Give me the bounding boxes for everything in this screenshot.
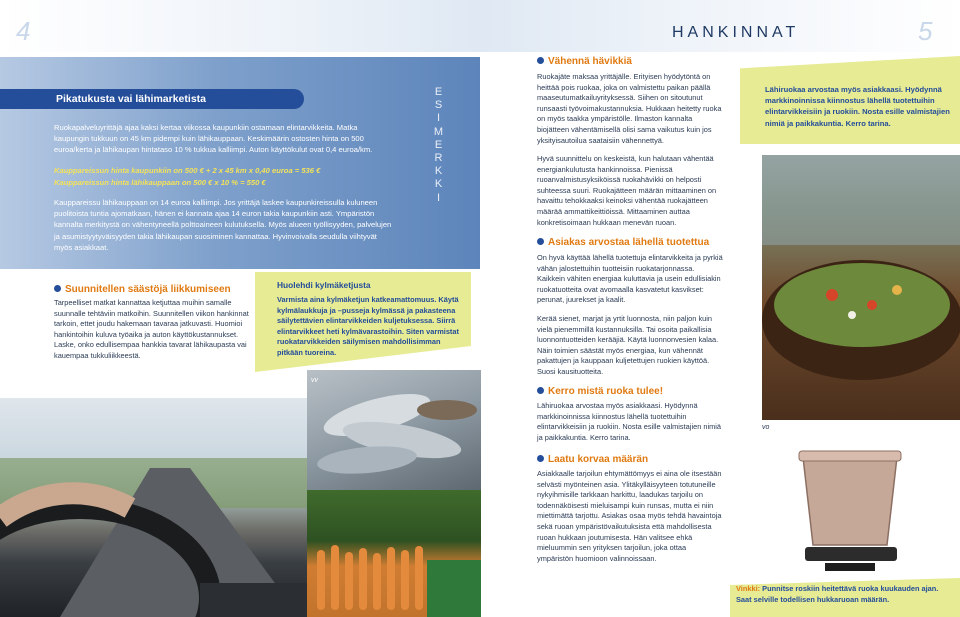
car-photo-illustration: [0, 398, 307, 617]
tell-heading-text: Kerro mistä ruoka tulee!: [548, 386, 664, 397]
quality-heading-text: Laatu korvaa määrän: [548, 454, 649, 465]
local-heading: [537, 237, 709, 248]
waste-heading-text: Vähennä hävikkiä: [548, 56, 632, 67]
example-vertical-label: [430, 86, 448, 205]
waste-bucket-illustration: [795, 445, 905, 577]
tell-body: Lähiruokaa arvostaa myös asiakkaasi. Hyödynnä markkinoinnissa kiinnostus lähellä tuotettuihin elintarvikkeisiin ja ruokiin. Nosta esille valmistajien nimiä ja paikkakuntia. Kerro tarina.: [537, 401, 722, 442]
bullet-icon: [537, 387, 544, 394]
example-intro: Ruokapalveluyrittäjä ajaa kaksi kertaa viikossa kaupunkiin ostamaan elintarvikkeita. Matka kaupungin tukkuun on 45 km pidempi kuin lähikauppaan. Keskimäärin ostosten hinta on 500 euroa/kerta ja lähikaupan hintataso 10 % tukkua kalliimpi. Auton käyttökulut ovat 0,4 euroa/km.: [54, 123, 373, 155]
cold-chain-heading: Huolehdi kylmäketjusta: [277, 280, 371, 290]
tip-body: Punnitse roskiin heitettävä ruoka kuukauden ajan. Saat selville todellisen hukkaruoan määrän.: [736, 584, 939, 604]
tip-label: Vinkki:: [736, 584, 761, 593]
tip-text: [736, 584, 956, 605]
waste-bucket-photo: [795, 445, 905, 577]
vegetables-illustration: [307, 490, 481, 617]
local-paragraph-1: On hyvä käyttää lähellä tuotettuja elintarvikkeita ja pyrkiä vähän jalostettuihin tuotteisiin ruokatarjonnassa. Kaikkein vähiten energiaa kuluttavia ja usein edullisiakin ruokatuotteita ovat avomaalla kasvatetut kasvikset: perunat, juurekset ja kaalit.: [537, 253, 723, 305]
local-heading-text: Asiakas arvostaa lähellä tuotettua: [548, 237, 710, 248]
example-conclusion: Kauppareissu lähikauppaan on 14 euroa kalliimpi. Jos yrittäjä laskee kaupunkireissulla kuluneen puolitoista tuntia ajomatkaan, hänen ei kannata ajaa 14 euron takia kaupunkiin asti. Ympäristön kannalta merkitystä on vähentyneellä polttoaineen kulutuksella. Myös alueen työllisyyden, palvelujen ja asumistyytyväisyyden takia lähikaupan suosiminen kannattaa. Hyvinvoivalla seudulla viihtyvät myös asiakkaat.: [54, 198, 392, 252]
photo-caption-fish: vv: [311, 377, 318, 384]
example-calc-city: Kauppareissun hinta kaupunkiin on 500 € + 2 x 45 km x 0,40 euroa = 536 €: [54, 166, 321, 175]
quality-body: Asiakkaalle tarjoilun ehtymättömyys ei aina ole itsestään selvästi myönteinen asia. Ylitäkylläisyyteen totutuneille nykyihmisille tarkkaan harkittu, laadukas tarjoilu on todennäköisesti mieluisampi kuin runsas, mutta ei niin miettimättä tarjottu. Asiakas osaa myös tehdä havaintoja sekä ruoan ympäristövaikutuksista että mahdollisesta ruoan hukkaan joutumisesta. Hän valitsee ehkä mieluummin sen yrityksen tarjoilun, joka ottaa ympäristön huomioon valinnoissaan.: [537, 469, 722, 563]
waste-paragraph-2: Hyvä suunnittelu on keskeistä, kun halutaan vähentää energiankulutusta hankinnoissa. Pienissä ruoanvalmistusyksiköissä ruokahävikki on helposti suhteessa suuri. Ruokajätteen määrän mittaaminen on havaittu tehokkaaksi keinoksi vähentää ruokajätteen määrää ammattikeittiöissä. Mittaaminen auttaa konkretisoimaan hukkaan menevän ruoan.: [537, 154, 717, 227]
example-vertical-text: E S I M E R K K I: [433, 86, 445, 204]
car-photo: [0, 398, 307, 617]
photo-caption-bucket: vo: [762, 424, 770, 431]
page-number-left: 4: [16, 16, 31, 46]
side-note-body: Lähiruokaa arvostaa myös asiakkaasi. Hyödynnä markkinoinnissa kiinnostus lähellä tuotettuihin elintarvikkeisiin ja ruokiin. Nosta esille valmistajien nimiä ja paikkakuntia. Kerro tarina.: [765, 85, 950, 128]
fish-photo: [307, 370, 481, 490]
bullet-icon: [537, 238, 544, 245]
local-paragraph-2: Kerää sienet, marjat ja yrtit luonnosta, niin paljon kuin vielä pienemmillä kustannuksilla. Tai osoita paikallisia luonnontuotteiden kerääjiä. Käytä luonnonvesien kalaa. Näin toimien säästät myös energiaa, kun vähennät pakattujen ja kauppaan kuljetettujen ruokien käyttöä. Suosi kausituotteita.: [537, 314, 719, 376]
vegetables-photo: [307, 490, 481, 617]
waste-heading: [537, 56, 632, 67]
logistics-heading-text: Suunnitellen säästöjä liikkumiseen: [65, 284, 231, 295]
salad-bowl-photo: [762, 155, 960, 420]
salad-bowl-illustration: [762, 155, 960, 420]
section-title: HANKINNAT: [672, 24, 800, 41]
bullet-icon: [537, 57, 544, 64]
page-number-right: 5: [918, 16, 933, 46]
waste-paragraph-1: Ruokajäte maksaa yrittäjälle. Erityisen hyödytöntä on heittää pois ruokaa, joka on valmistettu paikan päällä maaseutumatkailuyrityksessä. Siihen on sitoutunut runsaasti työvoimakustannuksia. Hukkaan heitetty ruoka on myös taakka ympäristölle. Ilmaston kannalta biojätteen vähentämisellä olisi sama vaikutus kuin jos yksityisautoilua saataisiin vähennettyä.: [537, 72, 722, 145]
example-heading: Pikatukusta vai lähimarketista: [0, 89, 304, 109]
quality-heading: [537, 454, 648, 465]
fish-illustration: [307, 370, 481, 490]
example-calc-local: Kauppareissun hinta lähikauppaan on 500 € x 10 % = 550 €: [54, 178, 266, 187]
bullet-icon: [54, 285, 61, 292]
cold-chain-body: Varmista aina kylmäketjun katkeamattomuus. Käytä kylmälaukkuja ja –pusseja kylmässä ja pakasteena säilytettävien elintarvikkeiden kuljetuksessa. Siirrä elintarvikkeet heti kylmävarastoihin. Siten varmistat ruokatarvikkeiden säilymisen mahdollisimman pitkään tuoreina.: [277, 295, 459, 357]
bullet-icon: [537, 455, 544, 462]
tell-heading: [537, 386, 663, 397]
logistics-heading: [54, 284, 231, 295]
header-band: [0, 0, 960, 52]
logistics-body: Tarpeelliset matkat kannattaa ketjuttaa muihin samalle suunnalle tehtäviin matkoihin. Suunnitellen viikon hankinnat tarkoin, ettet joudu hakemaan tavaraa jatkuvasti. Huomioi hankintoihin kuluva työaika ja auton käyttökustannukset. Laske, onko edullisempaa hankkia tavarat lähikaupasta vai kauempaa tukkuliikkeestä.: [54, 298, 249, 360]
